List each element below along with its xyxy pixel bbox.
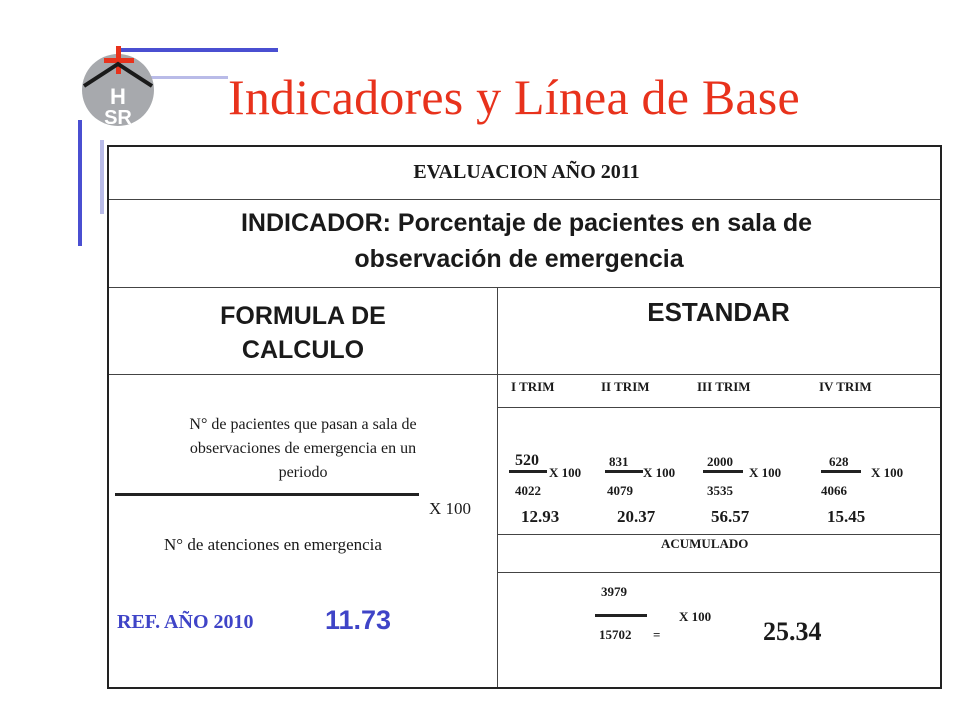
q3-denominator: 3535 (707, 483, 733, 498)
q1-result: 12.93 (521, 507, 560, 526)
numerator-line-3: periodo (278, 464, 328, 481)
formula-header-line-1: FORMULA DE (220, 302, 386, 330)
evaluation-year: EVALUACION AÑO 2011 (413, 161, 640, 183)
indicator-table (107, 145, 942, 689)
indicator-line-1: INDICADOR: Porcentaje de pacientes en sala de (240, 209, 812, 237)
formula-fraction-bar (115, 493, 419, 496)
q4-multiplier: X 100 (871, 465, 904, 480)
standard-header: ESTANDAR (647, 297, 790, 327)
hospital-logo (78, 46, 158, 126)
indicator-line-2: observación de emergencia (354, 245, 684, 273)
quarter-label-3: III TRIM (697, 379, 751, 394)
accumulated-denominator: 15702 (599, 627, 632, 642)
q1-denominator: 4022 (515, 483, 541, 498)
q3-result: 56.57 (711, 507, 750, 526)
accumulated-result: 25.34 (763, 617, 822, 646)
svg-text:SR: SR (104, 107, 132, 126)
formula-numerator (109, 413, 497, 485)
table-divider (109, 374, 940, 375)
numerator-line-1: N° de pacientes que pasan a sala de (189, 416, 417, 433)
formula-multiplier: X 100 (429, 499, 472, 518)
quarter-label-2: II TRIM (601, 379, 650, 394)
decor-line-v-light (100, 140, 104, 214)
q3-fraction-bar (703, 470, 743, 473)
table-divider (497, 287, 498, 687)
accumulated-numerator: 3979 (601, 584, 627, 599)
quarter-label-4: IV TRIM (819, 379, 872, 394)
q2-fraction-bar (605, 470, 643, 473)
q4-denominator: 4066 (821, 483, 847, 498)
q3-numerator: 2000 (707, 454, 733, 469)
page-title: Indicadores y Línea de Base (228, 69, 800, 125)
q3-multiplier: X 100 (749, 465, 782, 480)
q1-numerator: 520 (515, 452, 539, 469)
quarter-label-1: I TRIM (511, 379, 555, 394)
q4-result: 15.45 (827, 507, 866, 526)
table-divider (497, 572, 940, 573)
table-divider (109, 287, 940, 288)
formula-header (109, 299, 497, 367)
q1-multiplier: X 100 (549, 465, 582, 480)
table-divider (497, 407, 940, 408)
svg-text:H: H (110, 84, 126, 109)
reference-label: REF. AÑO 2010 (117, 611, 254, 633)
q4-fraction-bar (821, 470, 861, 473)
q2-denominator: 4079 (607, 483, 633, 498)
q2-numerator: 831 (609, 454, 629, 469)
q1-fraction-bar (509, 470, 547, 473)
formula-denominator: N° de atenciones en emergencia (164, 535, 382, 554)
table-divider (109, 199, 940, 200)
decor-line-v-left (78, 120, 82, 246)
q4-numerator: 628 (829, 454, 849, 469)
numerator-line-2: observaciones de emergencia en un (189, 440, 417, 457)
table-divider (497, 534, 940, 535)
accumulated-fraction-bar (595, 614, 647, 617)
accumulated-label: ACUMULADO (661, 536, 749, 551)
formula-header-line-2: CALCULO (241, 336, 365, 364)
q2-multiplier: X 100 (643, 465, 676, 480)
reference-value: 11.73 (325, 605, 392, 635)
accumulated-equals: = (653, 627, 661, 642)
accumulated-multiplier: X 100 (679, 609, 712, 624)
q2-result: 20.37 (617, 507, 656, 526)
